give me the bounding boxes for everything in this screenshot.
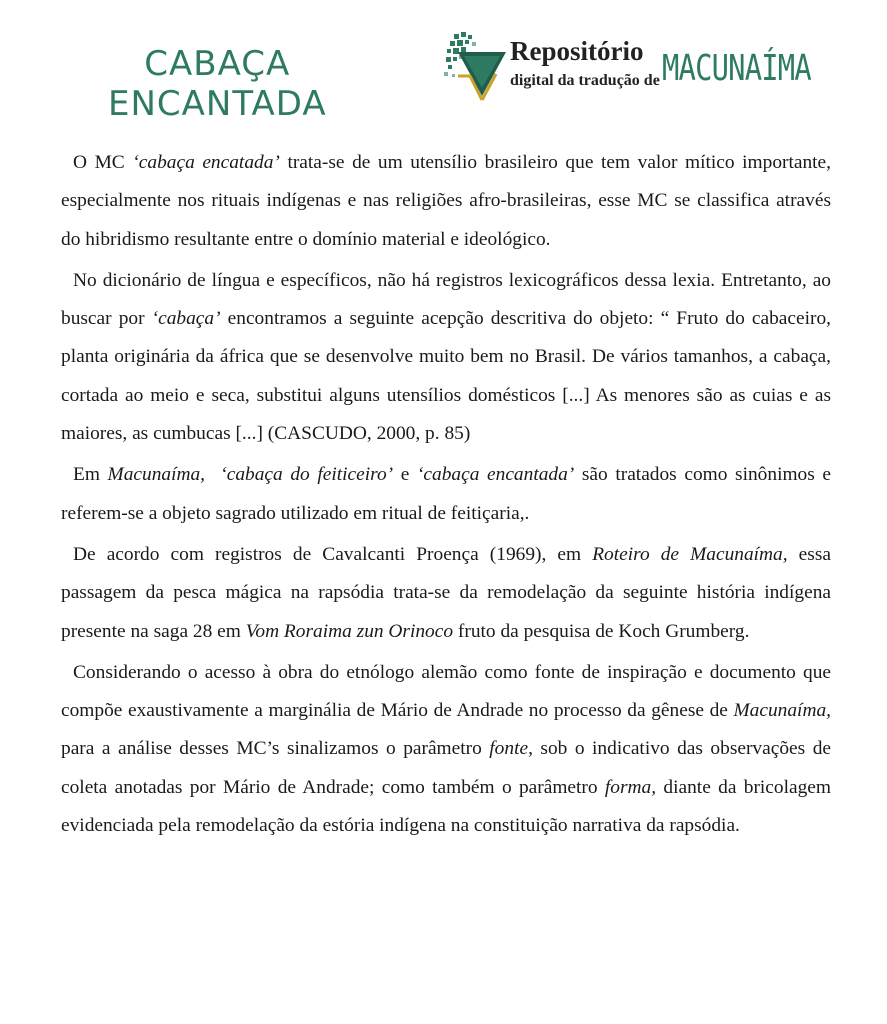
paragraph bbox=[61, 262, 831, 453]
text-run: No dicionário de língua e específicos, não há registros lexicográficos dessa lexia. Entretanto, ao buscar por bbox=[61, 269, 831, 330]
paragraph bbox=[61, 654, 831, 845]
text-run: para a análise desses MC’s sinalizamos o parâmetro bbox=[61, 738, 490, 760]
italic-term: forma, bbox=[604, 776, 657, 798]
text-run: Em bbox=[73, 464, 108, 486]
text-run: diante da bricolagem evidenciada pela remodelação da estória indígena na constituição narrativa da rapsódia. bbox=[61, 776, 831, 837]
repository-logo bbox=[444, 30, 824, 120]
title-line-1: CABAÇA bbox=[144, 44, 291, 84]
text-run: O MC bbox=[73, 152, 133, 173]
text-run: sob o indicativo das observações de coleta anotadas por Mário de Andrade; como também o parâmetro bbox=[61, 738, 831, 798]
text-run: fruto da pesquisa de Koch Grumberg. bbox=[453, 620, 750, 642]
logo-subtitle: digital da tradução de bbox=[510, 72, 660, 89]
title-line-2: ENCANTADA bbox=[108, 84, 327, 124]
text-run: De acordo com registros de Cavalcanti Proença (1969), em bbox=[73, 543, 593, 565]
italic-term: fonte, bbox=[489, 738, 533, 760]
italic-term: Macunaíma, bbox=[107, 464, 206, 486]
text-run: e bbox=[393, 464, 417, 486]
italic-term: ‘cabaça’ bbox=[151, 308, 221, 330]
text-run bbox=[205, 464, 220, 485]
text-run: encontramos a seguinte acepção descritiva do objeto: “ Fruto do cabaceiro, planta originária da áfrica que se desenvolve muito bem no Brasil. De vários tamanhos, a cabaça, cortada ao meio e seca, substitui alguns utensílios domésticos [...] As menores são as cuias e as maiores, as cumbucas [...] (CASCUDO, 2000, p. 85) bbox=[61, 308, 831, 445]
page-title bbox=[108, 44, 327, 124]
italic-term: ‘cabaça encatada’ bbox=[132, 152, 280, 173]
logo-brand: MACUNAÍMA bbox=[662, 48, 811, 89]
text-run: essa passagem da pesca mágica na rapsódia trata-se da remodelação da seguinte história indígena presente na saga 28 em bbox=[61, 543, 831, 642]
text-run: Considerando o acesso à obra do etnólogo alemão como fonte de inspiração e documento que compõe exaustivamente a marginália de Mário de Andrade no processo da gênese de bbox=[61, 661, 831, 722]
text-run: trata-se de um utensílio brasileiro que tem valor mítico importante, especialmente nos rituais indígenas e nas religiões afro-brasileiras, esse MC se classifica através do hibridismo resultante entre o domínio material e ideológico. bbox=[61, 152, 831, 250]
main-text bbox=[61, 144, 831, 845]
italic-term: Macunaíma, bbox=[733, 700, 831, 722]
logo-title: Repositório bbox=[510, 36, 644, 66]
italic-term: Roteiro de Macunaíma, bbox=[592, 543, 788, 565]
paragraph bbox=[61, 144, 831, 259]
paragraph bbox=[61, 456, 831, 533]
logo-mosaic-icon bbox=[444, 30, 508, 102]
paragraph bbox=[61, 536, 831, 651]
page-header bbox=[0, 0, 887, 130]
text-run: são tratados como sinônimos e referem-se a objeto sagrado utilizado em ritual de feitiçaria,. bbox=[61, 464, 832, 524]
italic-term: Vom Roraima zun Orinoco bbox=[245, 620, 454, 642]
italic-term: ‘cabaça do feiticeiro’ bbox=[220, 464, 394, 486]
italic-term: ‘cabaça encantada’ bbox=[416, 464, 575, 486]
